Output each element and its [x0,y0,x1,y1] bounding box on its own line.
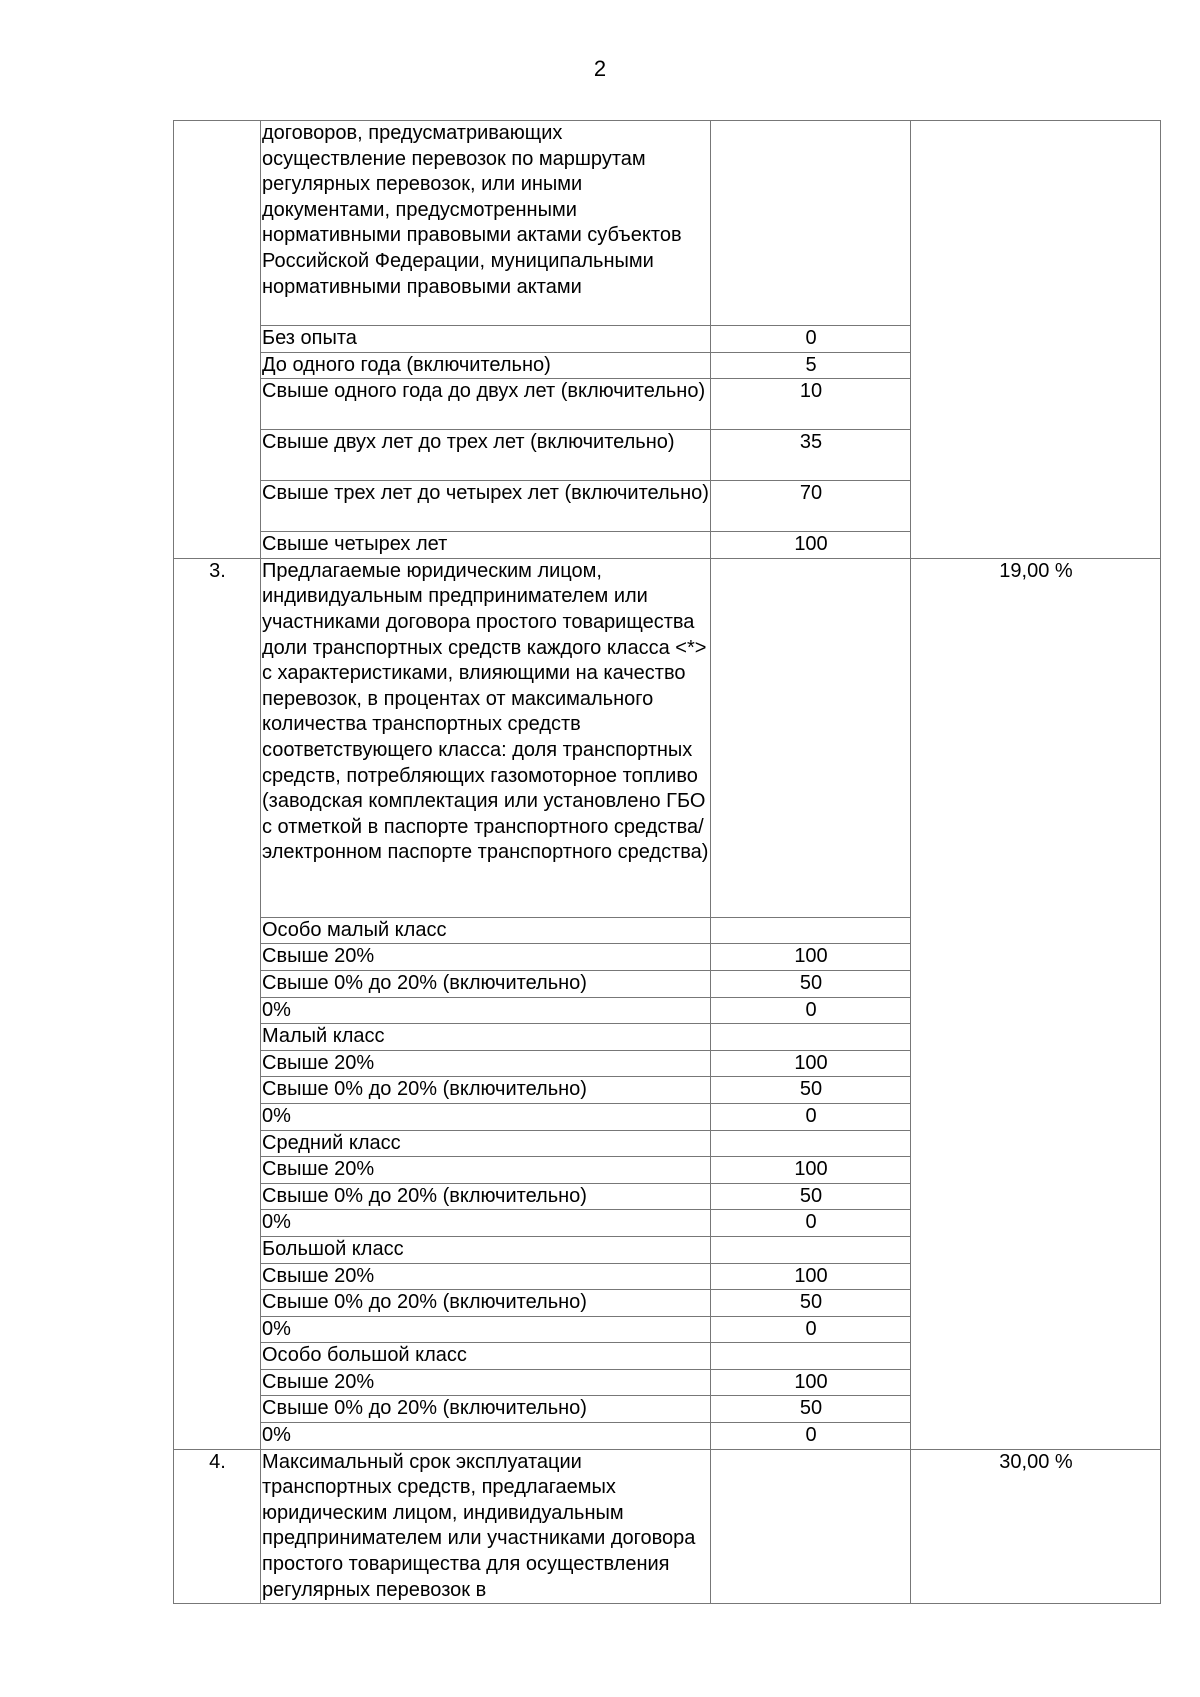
score-cell [711,121,911,326]
level-score: 70 [711,481,911,532]
score-cell [711,1449,911,1604]
criterion-number: 3. [174,558,261,1449]
score-cell [711,1130,911,1157]
level-label: Без опыта [261,326,711,353]
level-label: Свыше 0% до 20% (включительно) [261,1396,711,1423]
level-label: Свыше 20% [261,1050,711,1077]
level-label: Свыше 0% до 20% (включительно) [261,1077,711,1104]
table-row [174,558,1161,917]
score-cell [711,1343,911,1370]
level-score: 0 [711,997,911,1024]
level-score: 10 [711,379,911,430]
class-name: Малый класс [261,1024,711,1051]
criteria-table [173,120,1161,1604]
level-score: 0 [711,1103,911,1130]
level-label: 0% [261,1210,711,1237]
class-name: Средний класс [261,1130,711,1157]
level-label: Свыше 0% до 20% (включительно) [261,970,711,997]
level-label: Свыше двух лет до трех лет (включительно) [261,430,711,481]
criterion-text: Предлагаемые юридическим лицом, индивидуальным предпринимателем или участниками договора простого товарищества доли транспортных средств каждого класса <*> с характеристиками, влияющими на качество перевозок, в процентах от максимального количества транспортных средств соответствующего класса: доля транспортных средств, потребляющих газомоторное топливо (заводская комплектация или установлено ГБО с отметкой в паспорте транспортного средства/электронном паспорте транспортного средства) [261,558,711,917]
level-score: 5 [711,352,911,379]
level-label: Свыше 0% до 20% (включительно) [261,1183,711,1210]
level-score: 50 [711,970,911,997]
class-name: Особо большой класс [261,1343,711,1370]
level-label: Свыше трех лет до четырех лет (включительно) [261,481,711,532]
criterion-text: договоров, предусматривающих осуществление перевозок по маршрутам регулярных перевозок, или иными документами, предусмотренными нормативными правовыми актами субъектов Российской Федерации, муниципальными нормативными правовыми актами [261,121,711,326]
level-score: 100 [711,944,911,971]
level-score: 100 [711,532,911,559]
level-score: 100 [711,1157,911,1184]
score-cell [711,917,911,944]
level-label: Свыше 20% [261,1263,711,1290]
level-score: 0 [711,1210,911,1237]
page-number: 2 [593,56,607,81]
level-score: 50 [711,1077,911,1104]
level-label: Свыше 20% [261,1157,711,1184]
level-score: 50 [711,1290,911,1317]
level-label: Свыше 0% до 20% (включительно) [261,1290,711,1317]
level-label: 0% [261,997,711,1024]
class-name: Особо малый класс [261,917,711,944]
level-label: Свыше 20% [261,1369,711,1396]
criterion-number [174,121,261,559]
table-body [174,121,1161,1604]
level-score: 100 [711,1050,911,1077]
criterion-weight [911,121,1161,559]
level-score: 100 [711,1369,911,1396]
score-cell [711,1236,911,1263]
level-score: 35 [711,430,911,481]
level-label: Свыше одного года до двух лет (включительно) [261,379,711,430]
level-label: До одного года (включительно) [261,352,711,379]
criterion-text: Максимальный срок эксплуатации транспортных средств, предлагаемых юридическим лицом, индивидуальным предпринимателем или участниками договора простого товарищества для осуществления регулярных перевозок в [261,1449,711,1604]
level-score: 50 [711,1183,911,1210]
criterion-weight: 30,00 % [911,1449,1161,1604]
class-name: Большой класс [261,1236,711,1263]
level-score: 0 [711,1423,911,1450]
level-score: 50 [711,1396,911,1423]
level-score: 0 [711,326,911,353]
level-label: 0% [261,1423,711,1450]
level-label: Свыше 20% [261,944,711,971]
level-score: 0 [711,1316,911,1343]
level-label: 0% [261,1316,711,1343]
table-row [174,1449,1161,1604]
table-row [174,121,1161,326]
criterion-weight: 19,00 % [911,558,1161,1449]
score-cell [711,558,911,917]
level-label: Свыше четырех лет [261,532,711,559]
criterion-number: 4. [174,1449,261,1604]
score-cell [711,1024,911,1051]
level-score: 100 [711,1263,911,1290]
level-label: 0% [261,1103,711,1130]
